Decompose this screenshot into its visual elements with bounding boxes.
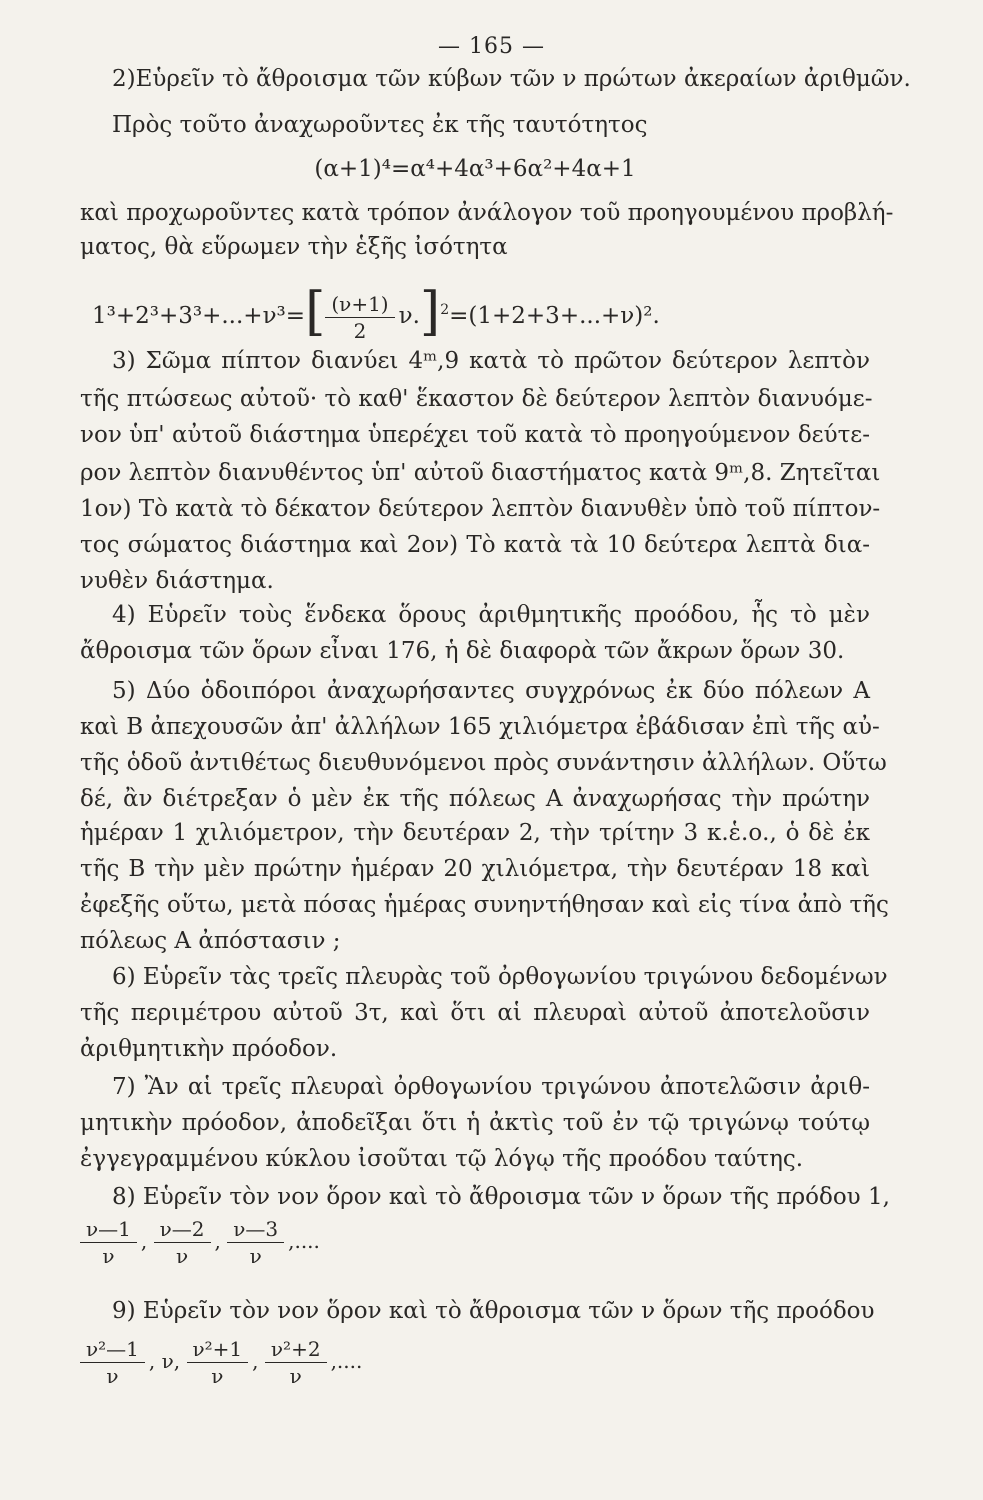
text-line: ρον λεπτὸν διανυθέντος ὑπ' αὐτοῦ διαστήματος κατὰ 9ᵐ,8. Ζητεῖται [80, 460, 881, 486]
text-line: τῆς περιμέτρου αὐτοῦ 3τ, καὶ ὅτι αἱ πλευραὶ αὐτοῦ ἀποτελοῦσιν [80, 1000, 870, 1026]
term-numerator: ν²+1 [187, 1338, 249, 1363]
series-8 [80, 1218, 320, 1267]
formula-right: =(1+2+3+...+ν)². [449, 303, 660, 329]
term-numerator: ν²—1 [80, 1338, 145, 1363]
fraction-denominator: 2 [353, 318, 367, 343]
fraction-numerator: (ν+1) [325, 293, 394, 318]
text-line: ματος, θὰ εὕρωμεν τὴν ἑξῆς ἰσότητα [80, 234, 508, 260]
right-bracket: ] [419, 282, 441, 342]
problem-7-line: 7) Ἂν αἱ τρεῖς πλευραὶ ὀρθογωνίου τριγώνου ἀποτελῶσιν ἀριθ- [112, 1074, 870, 1100]
problem-2-title: 2)Εὑρεῖν τὸ ἄθροισμα τῶν κύβων τῶν ν πρώτων ἀκεραίων ἀριθμῶν. [112, 66, 911, 92]
formula-left: 1³+2³+3³+...+ν³= [92, 303, 306, 329]
text-line: μητικὴν πρόοδον, ἀποδεῖξαι ὅτι ἡ ἀκτὶς τοῦ ἐν τῷ τριγώνῳ τούτῳ [80, 1110, 870, 1136]
series-ellipsis: ,.... [330, 1349, 363, 1373]
series-8-term-1 [80, 1218, 137, 1267]
problem-4-line: 4) Εὑρεῖν τοὺς ἕνδεκα ὅρους ἀριθμητικῆς προόδου, ἧς τὸ μὲν [112, 602, 870, 628]
separator: , [252, 1349, 259, 1373]
separator: , [214, 1229, 221, 1253]
text-line: τος σώματος διάστημα καὶ 2ον) Τὸ κατὰ τὰ 10 δεύτερα λεπτὰ δια- [80, 532, 870, 558]
text-line: καὶ Β ἀπεχουσῶν ἀπ' ἀλλήλων 165 χιλιόμετρα ἐβάδισαν ἐπὶ τῆς αὐ- [80, 714, 880, 740]
text-line: καὶ προχωροῦντες κατὰ τρόπον ἀνάλογον τοῦ προηγουμένου προβλή- [80, 200, 894, 226]
text-line: ἀριθμητικὴν πρόοδον. [80, 1036, 338, 1062]
term-numerator: ν—3 [227, 1218, 284, 1243]
text-line: 1ον) Τὸ κατὰ τὸ δέκατον δεύτερον λεπτὸν διανυθὲν ὑπὸ τοῦ πίπτον- [80, 496, 881, 522]
text-line: νυθὲν διάστημα. [80, 568, 274, 594]
text-line: Πρὸς τοῦτο ἀναχωροῦντες ἐκ τῆς ταυτότητος [112, 112, 648, 138]
formula-exponent: 2 [440, 302, 450, 318]
page-number: — 165 — [438, 34, 545, 59]
term-denominator: ν [102, 1244, 115, 1268]
series-9-term-1 [80, 1338, 145, 1387]
term-numerator: ν—2 [154, 1218, 211, 1243]
series-ellipsis: ,.... [288, 1229, 320, 1253]
text-line: τῆς πτώσεως αὐτοῦ· τὸ καθ' ἕκαστον δὲ δεύτερον λεπτὸν διανυόμε- [80, 386, 873, 412]
term-numerator: ν²+2 [265, 1338, 327, 1363]
separator: , [140, 1229, 148, 1253]
series-8-term-2 [154, 1218, 211, 1267]
series-9-term-2 [187, 1338, 249, 1387]
text-line: πόλεως Α ἀπόστασιν ; [80, 928, 341, 954]
text-line: δέ, ἂν διέτρεξαν ὁ μὲν ἐκ τῆς πόλεως Α ἀναχωρήσας τὴν πρώτην [80, 786, 870, 812]
fraction [325, 293, 394, 342]
series-8-term-3 [227, 1218, 284, 1267]
text-line: νον ὑπ' αὐτοῦ διάστημα ὑπερέχει τοῦ κατὰ τὸ προηγούμενον δεύτε- [80, 422, 870, 448]
series-9-term-3 [265, 1338, 327, 1387]
term-denominator: ν [211, 1364, 224, 1388]
formula-factor: ν. [398, 303, 420, 329]
sum-of-cubes-formula [92, 280, 882, 343]
series-9 [80, 1338, 362, 1387]
problem-3-line: 3) Σῶμα πίπτον διανύει 4ᵐ,9 κατὰ τὸ πρῶτον δεύτερον λεπτὸν [112, 348, 870, 374]
text-line: ἡμέραν 1 χιλιόμετρον, τὴν δευτέραν 2, τὴν τρίτην 3 κ.ἑ.ο., ὁ δὲ ἐκ [80, 820, 870, 846]
term-denominator: ν [289, 1364, 302, 1388]
text-line: ἐγγεγραμμένου κύκλου ἰσοῦται τῷ λόγῳ τῆς προόδου ταύτης. [80, 1146, 804, 1172]
problem-8-line: 8) Εὑρεῖν τὸν νον ὅρον καὶ τὸ ἄθροισμα τῶν ν ὅρων τῆς πρόδου 1, [112, 1184, 890, 1210]
series-middle-term: , ν, [148, 1349, 181, 1373]
term-numerator: ν—1 [80, 1218, 137, 1243]
problem-6-line: 6) Εὑρεῖν τὰς τρεῖς πλευρὰς τοῦ ὀρθογωνίου τριγώνου δεδομένων [112, 964, 888, 990]
term-denominator: ν [249, 1244, 262, 1268]
problem-9-line: 9) Εὑρεῖν τὸν νον ὅρον καὶ τὸ ἄθροισμα τῶν ν ὅρων τῆς προόδου [112, 1298, 875, 1324]
text-line: ἄθροισμα τῶν ὅρων εἶναι 176, ἡ δὲ διαφορὰ τῶν ἄκρων ὅρων 30. [80, 638, 845, 664]
identity-formula: (α+1)⁴=α⁴+4α³+6α²+4α+1 [314, 156, 636, 182]
term-denominator: ν [175, 1244, 189, 1268]
term-denominator: ν [106, 1364, 119, 1388]
text-line: τῆς ὁδοῦ ἀντιθέτως διευθυνόμενοι πρὸς συνάντησιν ἀλλήλων. Οὕτω [80, 750, 887, 776]
text-line: ἐφεξῆς οὕτω, μετὰ πόσας ἡμέρας συνηντήθησαν καὶ εἰς τίνα ἀπὸ τῆς [80, 892, 889, 918]
problem-5-line: 5) Δύο ὁδοιπόροι ἀναχωρήσαντες συγχρόνως ἐκ δύο πόλεων Α [112, 678, 870, 704]
left-bracket: [ [305, 282, 326, 342]
text-line: τῆς Β τὴν μὲν πρώτην ἡμέραν 20 χιλιόμετρα, τὴν δευτέραν 18 καὶ [80, 856, 870, 882]
